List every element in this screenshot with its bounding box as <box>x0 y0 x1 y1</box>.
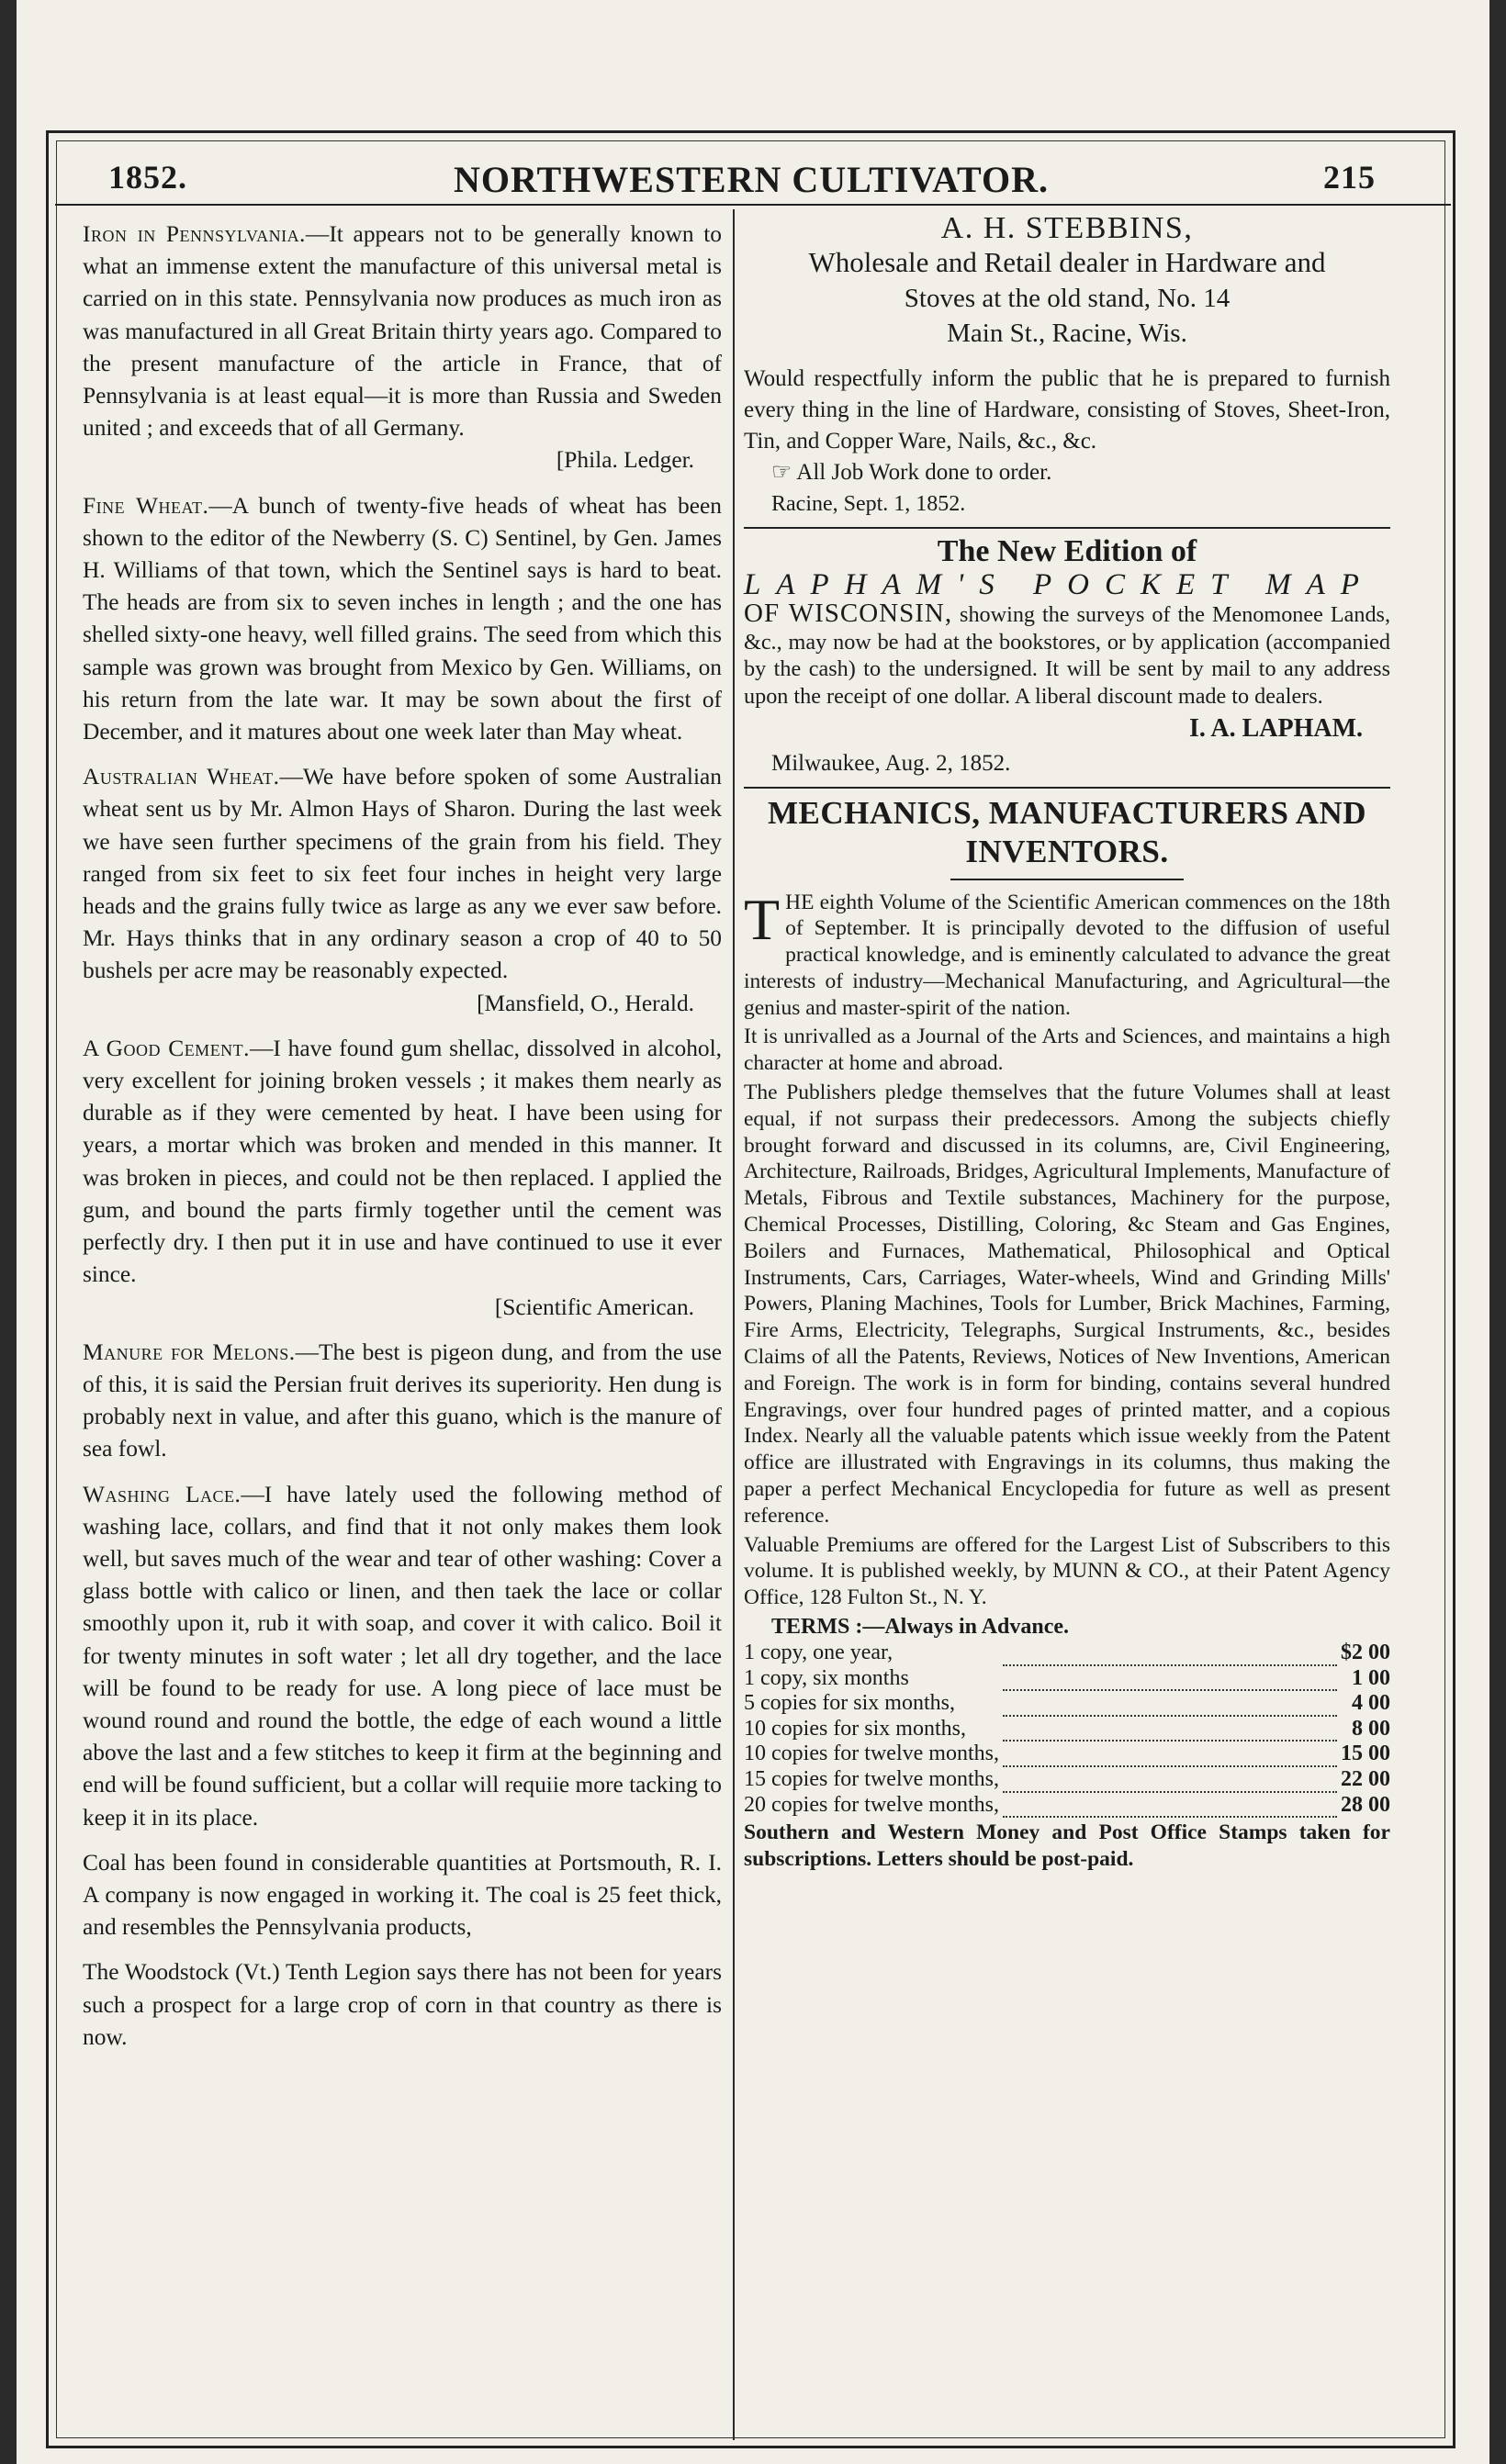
terms-heading: TERMS :—Always in Advance. <box>771 1615 1070 1640</box>
article-washing-lace <box>83 1479 722 1834</box>
header-year: 1852. <box>108 159 187 196</box>
price-amount: 1 00 <box>1352 1665 1390 1690</box>
ad-paragraph: It is unrivalled as a Journal of the Arts and Sciences, and maintains a high character at home and abroad. <box>744 1025 1390 1076</box>
section-divider <box>744 787 1390 789</box>
article-text: —I have lately used the following method of washing lace, collars, and find that it not only makes them look well, but saves much of the wear and tear of other washing: Cover a glass bottle with calico or linen, and then taek the lace or collar smoothly upon it, rub it with soap, and cover it with calico. Boil it for twenty minutes in soft water ; let all dry together, and the lace will be found to be ready for use. A long piece of lace must be wound round and round the bottle, the edge of each wound a little above the last and a few stitches to keep it firm at the beginning and end will be found sufficient, but a collar will requiie more tacking to keep it in its place. <box>83 1481 722 1831</box>
article-heading: Iron in Pennsylvania. <box>83 221 306 247</box>
article-heading: Fine Wheat. <box>83 492 209 519</box>
dot-leader <box>1003 1666 1337 1692</box>
dot-leader <box>1003 1742 1337 1767</box>
price-row <box>744 1691 1390 1717</box>
article-source: [Phila. Ledger. <box>556 447 694 474</box>
price-label: 5 copies for six months, <box>744 1691 955 1716</box>
article-woodstock: The Woodstock (Vt.) Tenth Legion says there has not been for years such a prospect for a large crop of corn in that country as there is now. <box>83 1959 722 2050</box>
price-label: 10 copies for six months, <box>744 1716 966 1741</box>
ad-line: Stoves at the old stand, No. 14 <box>904 284 1231 313</box>
right-column <box>744 213 1390 1873</box>
price-amount: 8 00 <box>1352 1716 1390 1741</box>
page-header <box>62 149 1440 204</box>
article-source: [Mansfield, O., Herald. <box>477 990 694 1016</box>
column-divider <box>733 209 735 2440</box>
ad-title: INVENTORS. <box>965 834 1169 869</box>
ad-heading: The New Edition of <box>937 534 1197 568</box>
price-label: 20 copies for twelve months, <box>744 1792 999 1817</box>
price-amount: 15 00 <box>1341 1742 1390 1766</box>
article-cement <box>83 1033 722 1324</box>
price-amount: 4 00 <box>1352 1691 1390 1716</box>
dot-leader <box>1003 1717 1337 1742</box>
header-title: NORTHWESTERN CULTIVATOR. <box>454 159 1049 200</box>
dot-leader <box>1003 1691 1337 1717</box>
ad-name: A. H. STEBBINS, <box>940 211 1194 245</box>
header-divider <box>55 204 1451 206</box>
dot-leader <box>1003 1641 1337 1666</box>
price-row <box>744 1742 1390 1767</box>
ad-paragraph: THE eighth Volume of the Scientific American commences on the 18th of September. It is principally devoted to the diffusion of useful practical knowledge, and is eminently calculated to advance the great interests of industry—Mechanical Manufacturing, and Agricultural—the genius and master-spirit of the nation. <box>744 886 1390 1020</box>
title-underline <box>950 879 1183 880</box>
price-row <box>744 1767 1390 1793</box>
ad-job-line: ☞ All Job Work done to order. <box>771 460 1052 485</box>
section-divider <box>744 527 1390 529</box>
article-source: [Scientific American. <box>494 1294 694 1320</box>
left-column <box>83 218 722 2066</box>
article-text: —It appears not to be generally known to what an immense extent the manufacture of this universal metal is carried on in this state. Pennsylvania now produces as much iron as was manufactured in all Great Britain thirty years ago. Compared to the present manufacture of the article in France, that of Pennsylvania is at least equal—it is more than Russia and Sweden united ; and exceeds that of all Germany. <box>83 221 722 442</box>
price-amount: $2 00 <box>1341 1641 1390 1665</box>
price-table <box>744 1641 1390 1818</box>
drop-cap: T <box>744 886 781 952</box>
ad-paragraph: Valuable Premiums are offered for the Largest List of Subscribers to this volume. It is published weekly, by MUNN & CO., at their Patent Agency Office, 128 Fulton St., N. Y. <box>744 1532 1390 1610</box>
ad-body: OF WISCONSIN, showing the surveys of the Menomonee Lands, &c., may now be had at the bookstores, or by application (accompanied by the cash) to the undersigned. It will be sent by mail to any address upon the receipt of one dollar. A liberal discount made to dealers. <box>744 599 1390 709</box>
price-label: 1 copy, one year, <box>744 1641 893 1665</box>
ad-line: Wholesale and Retail dealer in Hardware and <box>808 246 1326 278</box>
article-iron <box>83 218 722 477</box>
article-text: —We have before spoken of some Australian wheat sent us by Mr. Almon Hays of Sharon. During the last week we have seen further specimens of the grain from his field. They ranged from six feet to six feet four inches in height very large heads and the grains fully twice as large as any we ever saw before. Mr. Hays thinks that in any ordinary season a crop of 40 to 50 bushels per acre may be reasonably expected. <box>83 764 722 984</box>
price-label: 1 copy, six months <box>744 1665 909 1690</box>
price-label: 10 copies for twelve months, <box>744 1742 999 1766</box>
article-fine-wheat <box>83 490 722 749</box>
article-text: —The best is pigeon dung, and from the use of this, it is said the Persian fruit derives its superiority. Hen dung is probably next in value, and after this guano, which is the manure of sea fowl. <box>83 1338 722 1462</box>
article-australian-wheat <box>83 761 722 1020</box>
ad-date: Milwaukee, Aug. 2, 1852. <box>771 751 1011 776</box>
ad-closing: Southern and Western Money and Post Office Stamps taken for subscriptions. Letters should be post-paid. <box>744 1820 1390 1871</box>
ad-title: MECHANICS, MANUFACTURERS AND <box>767 795 1367 831</box>
ad-map-title: LAPHAM'S POCKET MAP <box>744 568 1375 601</box>
article-heading: Washing Lace. <box>83 1481 242 1507</box>
price-amount: 22 00 <box>1341 1766 1390 1791</box>
ad-line: Main St., Racine, Wis. <box>947 319 1187 348</box>
ad-body: Would respectfully inform the public that he is prepared to furnish every thing in the line of Hardware, consisting of Stoves, Sheet-Iron, Tin, and Copper Ware, Nails, &c., &c. <box>744 366 1390 454</box>
article-text: —I have found gum shellac, dissolved in alcohol, very excellent for joining broken vessels ; it makes them nearly as durable as if they were cemented by heat. I have been using for years, a mortar which was broken and mended in this manner. It was broken in pieces, and could not be then replaced. I applied the gum, and bound the parts firmly together until the cement was perfectly dry. I then put it in use and have continued to use it ever since. <box>83 1035 722 1288</box>
article-heading: A Good Cement. <box>83 1035 251 1061</box>
ad-scientific-american <box>744 796 1390 1873</box>
article-text: —A bunch of twenty-five heads of wheat has been shown to the editor of the Newberry (S. C) Sentinel, by Gen. James H. Williams of that town, which the Sentinel says is hard to beat. The heads are from six to seven inches in length ; and the one has shelled sixty-one heavy, well filled grains. The seed from which this sample was grown was brought from Mexico by Gen. Williams, on his return from the late war. It may be sown about the first of December, and it matures about one week later than May wheat. <box>83 492 722 745</box>
article-coal: Coal has been found in considerable quantities at Portsmouth, R. I. A company is now engaged in working it. The coal is 25 feet thick, and resembles the Pennsylvania products, <box>83 1849 722 1941</box>
price-amount: 28 00 <box>1341 1792 1390 1817</box>
article-melons <box>83 1337 722 1466</box>
dot-leader <box>1003 1793 1337 1819</box>
price-row <box>744 1666 1390 1692</box>
dot-leader <box>1003 1767 1337 1793</box>
price-label: 15 copies for twelve months, <box>744 1766 999 1791</box>
ad-paragraph: The Publishers pledge themselves that the future Volumes shall at least equal, if not surpass their predecessors. Among the subjects chiefly brought forward and discussed in its columns, are, Civil Engineering, Architecture, Railroads, Bridges, Agricultural Implements, Manufacture of Metals, Fibrous and Textile substances, Machinery for the purpose, Chemical Processes, Distilling, Coloring, &c Steam and Gas Engines, Boilers and Furnaces, Mathematical, Philosophical and Optical Instruments, Cars, Carriages, Water-wheels, Wind and Grinding Mills' Powers, Planing Machines, Tools for Lumber, Brick Machines, Farming, Fire Arms, Electricity, Telegraphs, Surgical Instruments, &c., besides Claims of all the Patents, Reviews, Notices of New Inventions, American and Foreign. The work is in form for binding, contains several hundred Engravings, over four hundred pages of printed matter, and a copious Index. Nearly all the valuable patents which issue weekly from the Patent office are illustrated with Engravings in its columns, thus making the paper a perfect Mechanical Encyclopedia for future as well as present reference. <box>744 1081 1390 1528</box>
ad-signature: I. A. LAPHAM. <box>1189 714 1363 743</box>
article-heading: Manure for Melons. <box>83 1338 296 1365</box>
header-page-number: 215 <box>1323 159 1376 196</box>
ad-lapham-map <box>744 536 1390 779</box>
price-row <box>744 1641 1390 1666</box>
pointing-hand-icon: ☞ <box>771 460 792 485</box>
newspaper-page <box>17 0 1489 2464</box>
price-row <box>744 1793 1390 1819</box>
ad-date: Racine, Sept. 1, 1852. <box>771 492 966 516</box>
price-row <box>744 1717 1390 1742</box>
article-heading: Australian Wheat. <box>83 764 280 790</box>
ad-stebbins <box>744 213 1390 520</box>
